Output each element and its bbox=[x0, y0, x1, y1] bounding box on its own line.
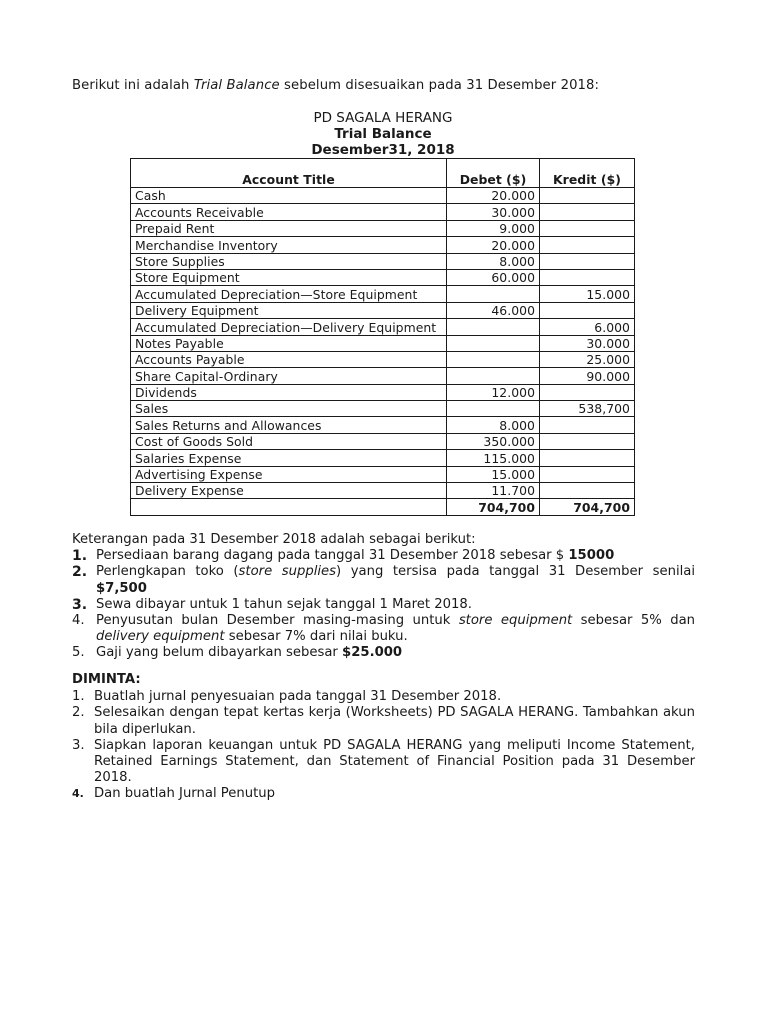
cell-debet: 9.000 bbox=[447, 220, 540, 236]
cell-kredit bbox=[540, 269, 635, 285]
cell-account: Sales Returns and Allowances bbox=[131, 417, 447, 433]
cell-account: Delivery Expense bbox=[131, 483, 447, 499]
cell-account: Accumulated Depreciation—Store Equipment bbox=[131, 286, 447, 302]
cell-kredit bbox=[540, 220, 635, 236]
item-number: 2. bbox=[72, 564, 88, 581]
item-text: Penyusutan bulan Desember masing-masing untuk bbox=[96, 613, 459, 629]
cell-account: Share Capital-Ordinary bbox=[131, 368, 447, 384]
report-heading bbox=[130, 110, 636, 158]
table-row bbox=[131, 401, 635, 417]
cell-account: Notes Payable bbox=[131, 335, 447, 351]
item-bold-value: $25.000 bbox=[342, 645, 403, 661]
cell-debet: 350.000 bbox=[447, 433, 540, 449]
item-number: 1. bbox=[72, 548, 88, 565]
table-row bbox=[131, 433, 635, 449]
notes-list bbox=[72, 548, 695, 661]
item-text: Buatlah jurnal penyesuaian pada tanggal 31 Desember 2018. bbox=[94, 689, 502, 705]
cell-kredit bbox=[540, 204, 635, 220]
cell-debet: 8.000 bbox=[447, 417, 540, 433]
report-date: Desember31, 2018 bbox=[311, 142, 455, 158]
table-row bbox=[131, 204, 635, 220]
table-row bbox=[131, 450, 635, 466]
item-text: Selesaikan dengan tepat kertas kerja (Worksheets) PD SAGALA HERANG. Tambahkan akun bila diperlukan. bbox=[94, 705, 695, 737]
cell-account: Accounts Receivable bbox=[131, 204, 447, 220]
cell-debet bbox=[447, 286, 540, 302]
cell-debet: 115.000 bbox=[447, 450, 540, 466]
cell-debet: 15.000 bbox=[447, 466, 540, 482]
cell-account: Store Equipment bbox=[131, 269, 447, 285]
cell-debet: 20.000 bbox=[447, 237, 540, 253]
item-text: sebesar 7% dari nilai buku. bbox=[224, 629, 408, 645]
company-name: PD SAGALA HERANG bbox=[313, 110, 453, 126]
notes-section bbox=[72, 532, 695, 662]
report-title: Trial Balance bbox=[334, 126, 432, 142]
cell-kredit bbox=[540, 433, 635, 449]
item-number: 4. bbox=[72, 613, 85, 629]
intro-text-italic: Trial Balance bbox=[193, 78, 280, 93]
item-bold-value: $7,500 bbox=[96, 580, 147, 596]
cell-account: Prepaid Rent bbox=[131, 220, 447, 236]
header-account-title: Account Title bbox=[131, 159, 447, 188]
table-row bbox=[131, 319, 635, 335]
cell-kredit bbox=[540, 417, 635, 433]
table-row bbox=[131, 351, 635, 367]
item-italic-text: delivery equipment bbox=[96, 629, 225, 645]
item-text: Gaji yang belum dibayarkan sebesar bbox=[96, 645, 343, 661]
table-row bbox=[131, 483, 635, 499]
cell-debet bbox=[447, 401, 540, 417]
cell-kredit: 30.000 bbox=[540, 335, 635, 351]
item-italic-text: store supplies bbox=[238, 564, 337, 580]
item-italic-text: store equipment bbox=[458, 613, 573, 629]
table-row bbox=[131, 368, 635, 384]
cell-kredit: 25.000 bbox=[540, 351, 635, 367]
cell-debet: 30.000 bbox=[447, 204, 540, 220]
cell-kredit: 15.000 bbox=[540, 286, 635, 302]
intro-text-before: Berikut ini adalah bbox=[72, 78, 194, 93]
cell-kredit bbox=[540, 237, 635, 253]
cell-account: Merchandise Inventory bbox=[131, 237, 447, 253]
item-text: Sewa dibayar untuk 1 tahun sejak tanggal 1 Maret 2018. bbox=[96, 596, 472, 612]
cell-debet bbox=[447, 351, 540, 367]
cell-kredit: 538,700 bbox=[540, 401, 635, 417]
header-kredit: Kredit ($) bbox=[540, 159, 635, 188]
cell-account: Accounts Payable bbox=[131, 351, 447, 367]
list-item bbox=[72, 613, 695, 645]
cell-kredit bbox=[540, 188, 635, 204]
cell-account: Dividends bbox=[131, 384, 447, 400]
table-row bbox=[131, 269, 635, 285]
cell-kredit bbox=[540, 302, 635, 318]
item-text: Siapkan laporan keuangan untuk PD SAGALA HERANG yang meliputi Income Statement, Retained Earnings Statement, dan Statement of Financial Position pada 31 Desember 2018. bbox=[94, 737, 695, 786]
table-row bbox=[131, 253, 635, 269]
cell-debet: 60.000 bbox=[447, 269, 540, 285]
item-number: 4. bbox=[72, 787, 84, 801]
cell-account: Salaries Expense bbox=[131, 450, 447, 466]
table-row bbox=[131, 188, 635, 204]
list-item bbox=[72, 738, 695, 787]
table-row bbox=[131, 417, 635, 433]
item-number: 5. bbox=[72, 645, 85, 661]
cell-debet: 8.000 bbox=[447, 253, 540, 269]
intro-text-after: sebelum disesuaikan pada 31 Desember 2018: bbox=[279, 78, 600, 93]
list-item bbox=[72, 705, 695, 737]
cell-debet: 46.000 bbox=[447, 302, 540, 318]
cell-kredit: 90.000 bbox=[540, 368, 635, 384]
notes-heading: Keterangan pada 31 Desember 2018 adalah sebagai berikut: bbox=[72, 532, 476, 547]
cell-debet bbox=[447, 335, 540, 351]
item-number: 3. bbox=[72, 737, 85, 753]
cell-kredit bbox=[540, 483, 635, 499]
cell-kredit: 6.000 bbox=[540, 319, 635, 335]
table-row bbox=[131, 384, 635, 400]
cell-kredit bbox=[540, 253, 635, 269]
cell-total-kredit: 704,700 bbox=[540, 499, 635, 515]
cell-account: Accumulated Depreciation—Delivery Equipment bbox=[131, 319, 447, 335]
cell-account: Store Supplies bbox=[131, 253, 447, 269]
table-row bbox=[131, 466, 635, 482]
item-text: Perlengkapan toko ( bbox=[96, 564, 239, 580]
item-number: 1. bbox=[72, 689, 85, 705]
table-header-row bbox=[131, 159, 635, 188]
diminta-section bbox=[72, 672, 695, 803]
list-item bbox=[72, 786, 695, 802]
cell-account: Advertising Expense bbox=[131, 466, 447, 482]
table-row bbox=[131, 237, 635, 253]
cell-debet bbox=[447, 319, 540, 335]
intro-line bbox=[72, 78, 599, 93]
cell-debet: 11.700 bbox=[447, 483, 540, 499]
list-item bbox=[72, 645, 695, 661]
cell-kredit bbox=[540, 384, 635, 400]
item-number: 2. bbox=[72, 705, 85, 721]
cell-account: Cash bbox=[131, 188, 447, 204]
item-text: ) yang tersisa pada tanggal 31 Desember senilai bbox=[336, 564, 696, 580]
table-total-row bbox=[131, 499, 635, 515]
list-item bbox=[72, 597, 695, 613]
item-number: 3. bbox=[72, 596, 88, 613]
item-bold-value: 15000 bbox=[568, 548, 615, 564]
diminta-list bbox=[72, 689, 695, 802]
list-item bbox=[72, 548, 695, 564]
table-row bbox=[131, 302, 635, 318]
cell-account: Cost of Goods Sold bbox=[131, 433, 447, 449]
table-row bbox=[131, 335, 635, 351]
item-text: Persediaan barang dagang pada tanggal 31 Desember 2018 sebesar $ bbox=[96, 548, 569, 564]
list-item bbox=[72, 689, 695, 705]
cell-debet: 12.000 bbox=[447, 384, 540, 400]
cell-kredit bbox=[540, 450, 635, 466]
table-row bbox=[131, 220, 635, 236]
cell-total-label bbox=[131, 499, 447, 515]
table-row bbox=[131, 286, 635, 302]
cell-kredit bbox=[540, 466, 635, 482]
trial-balance-table bbox=[130, 158, 635, 516]
item-text: sebesar 5% dan bbox=[572, 613, 696, 629]
list-item bbox=[72, 564, 695, 596]
diminta-heading: DIMINTA: bbox=[72, 672, 141, 687]
cell-debet bbox=[447, 368, 540, 384]
cell-account: Delivery Equipment bbox=[131, 302, 447, 318]
cell-debet: 20.000 bbox=[447, 188, 540, 204]
header-debet: Debet ($) bbox=[447, 159, 540, 188]
item-text: Dan buatlah Jurnal Penutup bbox=[94, 786, 276, 802]
cell-total-debet: 704,700 bbox=[447, 499, 540, 515]
cell-account: Sales bbox=[131, 401, 447, 417]
